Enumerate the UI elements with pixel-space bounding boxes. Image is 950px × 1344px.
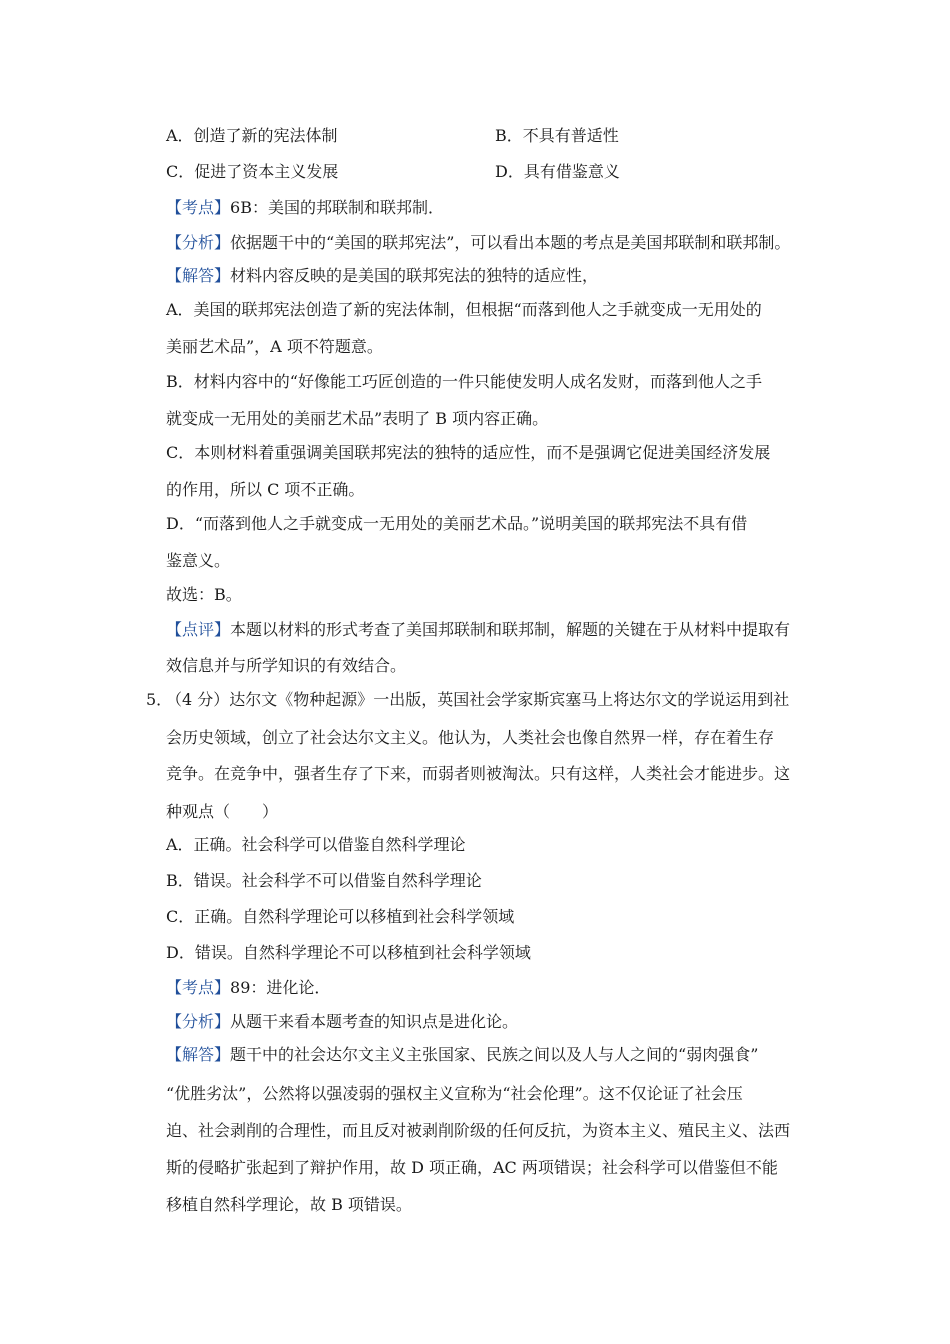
jieda-text: 材料内容反映的是美国的联邦宪法的独特的适应性，	[230, 266, 599, 285]
q5-answer-line: 移植自然科学理论，故 B 项错误。	[166, 1195, 412, 1214]
kaodian-text: 6B：美国的邦联制和联邦制．	[230, 198, 444, 217]
q4-jieda	[166, 266, 598, 286]
dianping-tag: 【点评】	[166, 620, 231, 639]
q5-option-a: A．正确。社会科学可以借鉴自然科学理论	[166, 835, 466, 854]
q4-fenxi	[166, 233, 790, 253]
q4-answer-line: 就变成一无用处的美丽艺术品”表明了 B 项内容正确。	[166, 409, 549, 428]
q4-option-d: D．具有借鉴意义	[495, 162, 620, 181]
jieda-text: 题干中的社会达尔文主义主张国家、民族之间以及人与人之间的“弱肉强食”	[230, 1045, 759, 1064]
fenxi-tag: 【分析】	[166, 233, 231, 252]
q4-answer-line: 美丽艺术品”，A 项不符题意。	[166, 337, 383, 356]
kaodian-text: 89：进化论．	[230, 978, 331, 997]
q4-answer-line: C．本则材料着重强调美国联邦宪法的独特的适应性，而不是强调它促进美国经济发展	[166, 443, 771, 462]
fenxi-tag: 【分析】	[166, 1012, 231, 1031]
q4-answer-line: 鉴意义。	[166, 551, 231, 570]
q5-stem-line: 种观点（ ）	[166, 802, 279, 821]
q4-answer-line: 的作用，所以 C 项不正确。	[166, 480, 365, 499]
q5-answer-line: “优胜劣汰”，公然将以强凌弱的强权主义宣称为“社会伦理”。这不仅论证了社会压	[166, 1084, 743, 1103]
fenxi-text: 依据题干中的“美国的联邦宪法”，可以看出本题的考点是美国邦联制和联邦制。	[230, 233, 791, 252]
q4-answer-line: D．“而落到他人之手就变成一无用处的美丽艺术品。”说明美国的联邦宪法不具有借	[166, 514, 748, 533]
jieda-tag: 【解答】	[166, 1045, 231, 1064]
kaodian-tag: 【考点】	[166, 198, 231, 217]
q4-answer-line: B．材料内容中的“好像能工巧匠创造的一件只能使发明人成名发财，而落到他人之手	[166, 372, 762, 391]
q5-kaodian	[166, 978, 330, 998]
q4-kaodian	[166, 198, 444, 218]
q4-option-b: B．不具有普适性	[495, 126, 619, 145]
q5-stem-line: 会历史领域，创立了社会达尔文主义。他认为，人类社会也像自然界一样，存在着生存	[166, 728, 775, 747]
q4-option-c: C．促进了资本主义发展	[166, 162, 339, 181]
q4-option-a: A．创造了新的宪法体制	[166, 126, 338, 145]
q5-answer-line: 斯的侵略扩张起到了辩护作用，故 D 项正确，AC 两项错误；社会科学可以借鉴但不能	[166, 1158, 778, 1177]
dianping-text: 本题以材料的形式考查了美国邦联制和联邦制，解题的关键在于从材料中提取有	[230, 620, 791, 639]
q4-final-answer: 故选：B。	[166, 585, 242, 604]
fenxi-text: 从题干来看本题考查的知识点是进化论。	[230, 1012, 519, 1031]
q4-dianping-cont: 效信息并与所学知识的有效结合。	[166, 656, 407, 675]
q5-option-c: C．正确。自然科学理论可以移植到社会科学领域	[166, 907, 515, 926]
q5-answer-line: 迫、社会剥削的合理性，而且反对被剥削阶级的任何反抗，为资本主义、殖民主义、法西	[166, 1121, 791, 1140]
kaodian-tag: 【考点】	[166, 978, 231, 997]
jieda-tag: 【解答】	[166, 266, 231, 285]
q4-answer-line: A．美国的联邦宪法创造了新的宪法体制，但根据“而落到他人之手就变成一无用处的	[166, 300, 762, 319]
q4-dianping	[166, 620, 790, 640]
q5-fenxi	[166, 1012, 518, 1032]
q5-stem-line: 竞争。在竞争中，强者生存了下来，而弱者则被淘汰。只有这样，人类社会才能进步。这	[166, 764, 791, 783]
q5-number: 5．	[146, 690, 173, 709]
q5-stem-line: （4 分）达尔文《物种起源》一出版，英国社会学家斯宾塞马上将达尔文的学说运用到社	[166, 690, 790, 709]
q5-option-d: D．错误。自然科学理论不可以移植到社会科学领域	[166, 943, 531, 962]
q5-option-b: B．错误。社会科学不可以借鉴自然科学理论	[166, 871, 482, 890]
q5-jieda	[166, 1045, 758, 1065]
